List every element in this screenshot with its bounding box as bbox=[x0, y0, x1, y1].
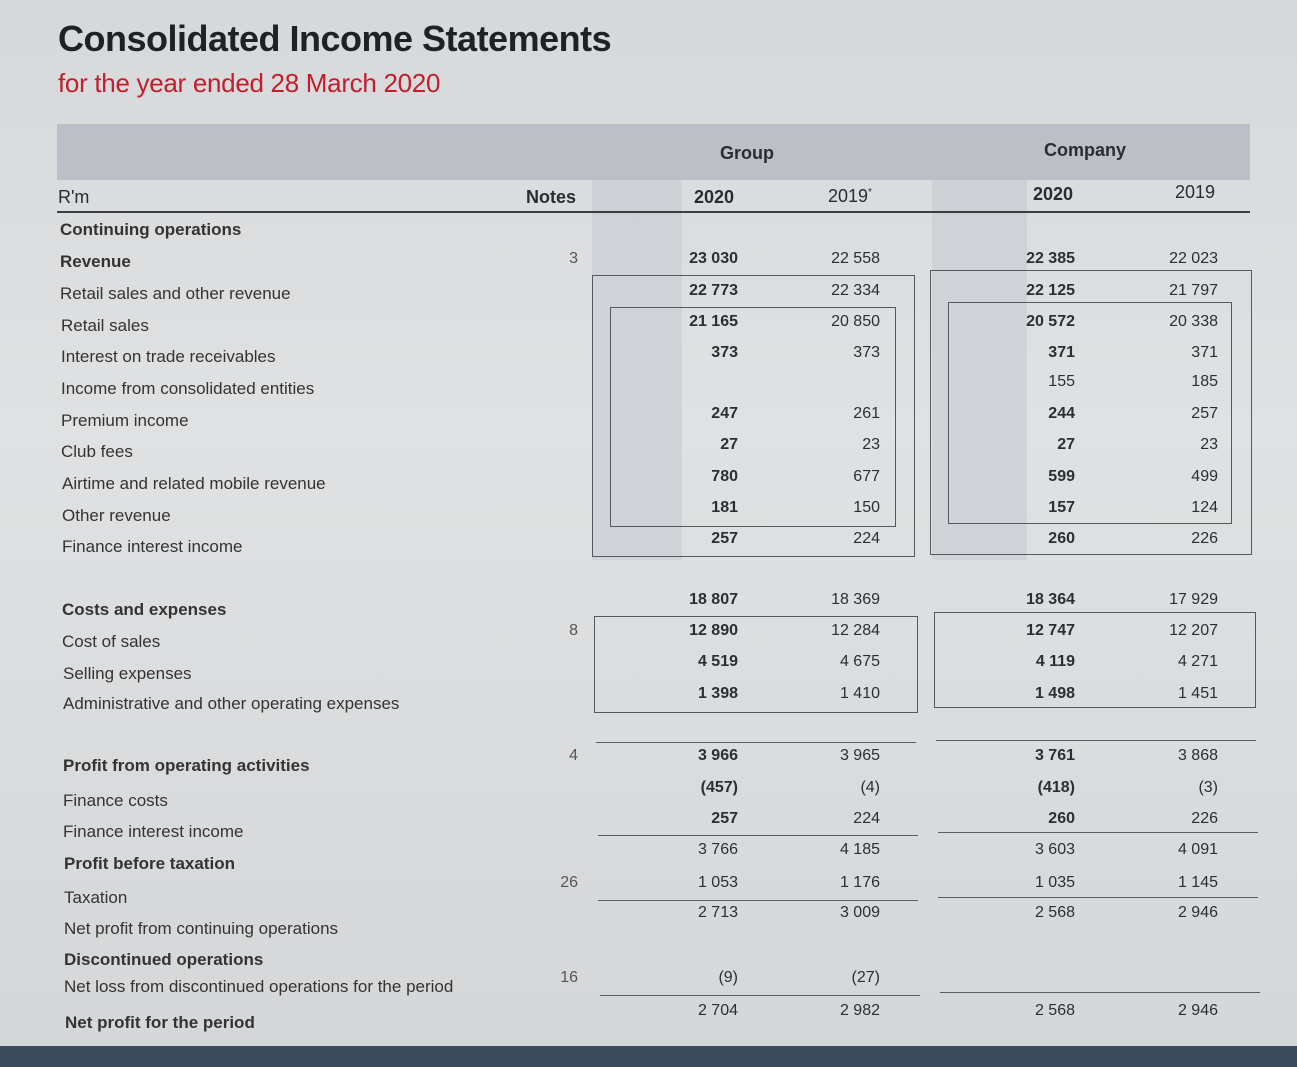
cell-c19: 2 946 bbox=[1177, 904, 1218, 921]
cell-g19: 3 009 bbox=[839, 904, 880, 921]
row-label: Net loss from discontinued operations for the period bbox=[64, 977, 454, 996]
group-2019-header: 2019* bbox=[828, 186, 872, 206]
cell-c19: 17 929 bbox=[1169, 591, 1218, 608]
cell-c19: 226 bbox=[1191, 810, 1218, 827]
row-label: Revenue bbox=[60, 252, 131, 271]
cell-g20: 257 bbox=[711, 810, 738, 827]
cell-c20: 155 bbox=[1048, 373, 1075, 390]
cell-g20: 2 704 bbox=[697, 1002, 738, 1019]
cell-c20: 20 572 bbox=[1026, 313, 1075, 330]
row-note: 8 bbox=[569, 622, 578, 639]
cell-g19: 1 176 bbox=[839, 874, 880, 891]
row-note: 3 bbox=[569, 250, 578, 267]
row-label: Finance interest income bbox=[63, 822, 244, 841]
cell-g19: 1 410 bbox=[839, 685, 880, 702]
cell-c20: 3 603 bbox=[1034, 841, 1075, 858]
notes-header: Notes bbox=[526, 187, 577, 207]
cell-c19: 1 145 bbox=[1177, 874, 1218, 891]
rule-6 bbox=[938, 897, 1258, 898]
cell-c20: 1 498 bbox=[1034, 685, 1075, 702]
cell-g20: 1 398 bbox=[697, 685, 738, 702]
cell-g19: 677 bbox=[853, 468, 880, 485]
cell-g20: 257 bbox=[711, 530, 738, 547]
cell-c20: 27 bbox=[1057, 436, 1075, 453]
rule-7 bbox=[600, 995, 920, 996]
cell-g20: 22 773 bbox=[689, 282, 738, 299]
row-label: Net profit for the period bbox=[65, 1013, 255, 1032]
cell-c19: 371 bbox=[1191, 344, 1218, 361]
cell-g19: 261 bbox=[853, 405, 880, 422]
row-note: 4 bbox=[569, 747, 578, 764]
row-label: Finance costs bbox=[63, 791, 168, 810]
cell-c20: 2 568 bbox=[1034, 1002, 1075, 1019]
cell-g20: 23 030 bbox=[689, 250, 738, 267]
cell-c19: 22 023 bbox=[1169, 250, 1218, 267]
cell-c19: 185 bbox=[1191, 373, 1218, 390]
group-2020-header: 2020 bbox=[694, 187, 735, 207]
cell-c20: 260 bbox=[1048, 530, 1075, 547]
row-label: Retail sales and other revenue bbox=[60, 284, 291, 303]
row-note: 16 bbox=[560, 969, 578, 986]
cell-c20: (418) bbox=[1037, 779, 1075, 796]
cell-g19: 20 850 bbox=[831, 313, 880, 330]
row-label: Costs and expenses bbox=[62, 600, 227, 619]
cell-c19: 4 271 bbox=[1177, 653, 1218, 670]
cell-g20: (9) bbox=[718, 969, 738, 986]
rule-1 bbox=[596, 742, 916, 743]
cell-g20: 21 165 bbox=[689, 313, 738, 330]
row-label: Retail sales bbox=[61, 316, 149, 335]
cell-g19: 4 185 bbox=[839, 841, 880, 858]
cell-c20: 4 119 bbox=[1035, 653, 1075, 670]
row-label: Interest on trade receivables bbox=[61, 347, 276, 366]
cell-g19: 4 675 bbox=[839, 653, 880, 670]
row-label: Premium income bbox=[61, 411, 189, 430]
cell-c20: 157 bbox=[1048, 499, 1075, 516]
row-label: Finance interest income bbox=[62, 537, 243, 556]
rule-3 bbox=[598, 835, 918, 836]
row-label: Taxation bbox=[64, 888, 128, 907]
cell-g19: 224 bbox=[853, 530, 880, 547]
cell-g19: 18 369 bbox=[831, 591, 880, 608]
row-label: Airtime and related mobile revenue bbox=[62, 474, 326, 493]
rule-8 bbox=[940, 992, 1260, 993]
cell-c19: 2 946 bbox=[1177, 1002, 1218, 1019]
cell-g20: 780 bbox=[711, 468, 738, 485]
rule-4 bbox=[938, 832, 1258, 833]
cell-c20: 12 747 bbox=[1026, 622, 1075, 639]
company-2019-header: 2019 bbox=[1175, 182, 1216, 202]
row-label: Net profit from continuing operations bbox=[64, 919, 339, 938]
page-title: Consolidated Income Statements bbox=[58, 18, 612, 59]
row-label: Profit from operating activities bbox=[63, 756, 310, 775]
cell-g20: 12 890 bbox=[689, 622, 738, 639]
cell-g20: 3 766 bbox=[697, 841, 738, 858]
cell-g19: 3 965 bbox=[839, 747, 880, 764]
cell-g19: 150 bbox=[853, 499, 880, 516]
cell-c19: 124 bbox=[1191, 499, 1218, 516]
cell-c19: (3) bbox=[1198, 779, 1218, 796]
cell-c20: 599 bbox=[1048, 468, 1075, 485]
row-label: Other revenue bbox=[62, 506, 171, 525]
cell-c19: 3 868 bbox=[1177, 747, 1218, 764]
cell-c19: 257 bbox=[1191, 405, 1218, 422]
cell-c19: 4 091 bbox=[1177, 841, 1218, 858]
row-note: 26 bbox=[560, 874, 578, 891]
cell-g20: 373 bbox=[711, 344, 738, 361]
cell-c19: 12 207 bbox=[1169, 622, 1218, 639]
company-header: Company bbox=[1044, 140, 1127, 160]
cell-c20: 22 385 bbox=[1026, 250, 1075, 267]
cell-g20: 3 966 bbox=[697, 747, 738, 764]
cell-g19: 22 334 bbox=[831, 282, 880, 299]
row-label: Profit before taxation bbox=[64, 854, 235, 873]
cell-c19: 1 451 bbox=[1177, 685, 1218, 702]
cell-g19: 23 bbox=[862, 436, 880, 453]
unit-header: R'm bbox=[58, 187, 90, 207]
cell-g20: 1 053 bbox=[697, 874, 738, 891]
row-label: Club fees bbox=[61, 442, 133, 461]
page-subtitle: for the year ended 28 March 2020 bbox=[58, 68, 441, 98]
cell-c20: 260 bbox=[1048, 810, 1075, 827]
cell-g19: 12 284 bbox=[831, 622, 880, 639]
row-label: Discontinued operations bbox=[64, 950, 264, 969]
group-header: Group bbox=[720, 143, 774, 163]
cell-c20: 22 125 bbox=[1026, 282, 1075, 299]
cell-g20: (457) bbox=[700, 779, 738, 796]
cell-g20: 4 519 bbox=[697, 653, 738, 670]
cell-g20: 27 bbox=[720, 436, 738, 453]
cell-g19: 373 bbox=[853, 344, 880, 361]
cell-g19: (4) bbox=[860, 779, 880, 796]
row-label: Selling expenses bbox=[63, 664, 192, 683]
cell-c20: 3 761 bbox=[1034, 747, 1075, 764]
cell-g19: (27) bbox=[851, 969, 880, 986]
row-label: Continuing operations bbox=[60, 220, 242, 239]
row-label: Administrative and other operating expenses bbox=[63, 694, 400, 713]
cell-c20: 18 364 bbox=[1026, 591, 1075, 608]
cell-g19: 22 558 bbox=[831, 250, 880, 267]
cell-c19: 499 bbox=[1191, 468, 1218, 485]
cell-c19: 23 bbox=[1200, 436, 1218, 453]
company-2020-header: 2020 bbox=[1033, 184, 1074, 204]
rule-5 bbox=[598, 900, 918, 901]
row-label: Income from consolidated entities bbox=[61, 379, 315, 398]
cell-c20: 1 035 bbox=[1034, 874, 1075, 891]
cell-c20: 244 bbox=[1048, 405, 1075, 422]
rule-2 bbox=[936, 740, 1256, 741]
cell-g20: 181 bbox=[711, 499, 738, 516]
cell-g19: 224 bbox=[853, 810, 880, 827]
screen-bottom-bar bbox=[0, 1046, 1297, 1067]
cell-c19: 226 bbox=[1191, 530, 1218, 547]
cell-c19: 21 797 bbox=[1169, 282, 1218, 299]
cell-g20: 247 bbox=[711, 405, 738, 422]
cell-c19: 20 338 bbox=[1169, 313, 1218, 330]
cell-g20: 18 807 bbox=[689, 591, 738, 608]
cell-c20: 2 568 bbox=[1034, 904, 1075, 921]
cell-g20: 2 713 bbox=[697, 904, 738, 921]
cell-c20: 371 bbox=[1048, 344, 1075, 361]
cell-g19: 2 982 bbox=[839, 1002, 880, 1019]
header-rule bbox=[57, 211, 1250, 213]
row-label: Cost of sales bbox=[62, 632, 161, 651]
